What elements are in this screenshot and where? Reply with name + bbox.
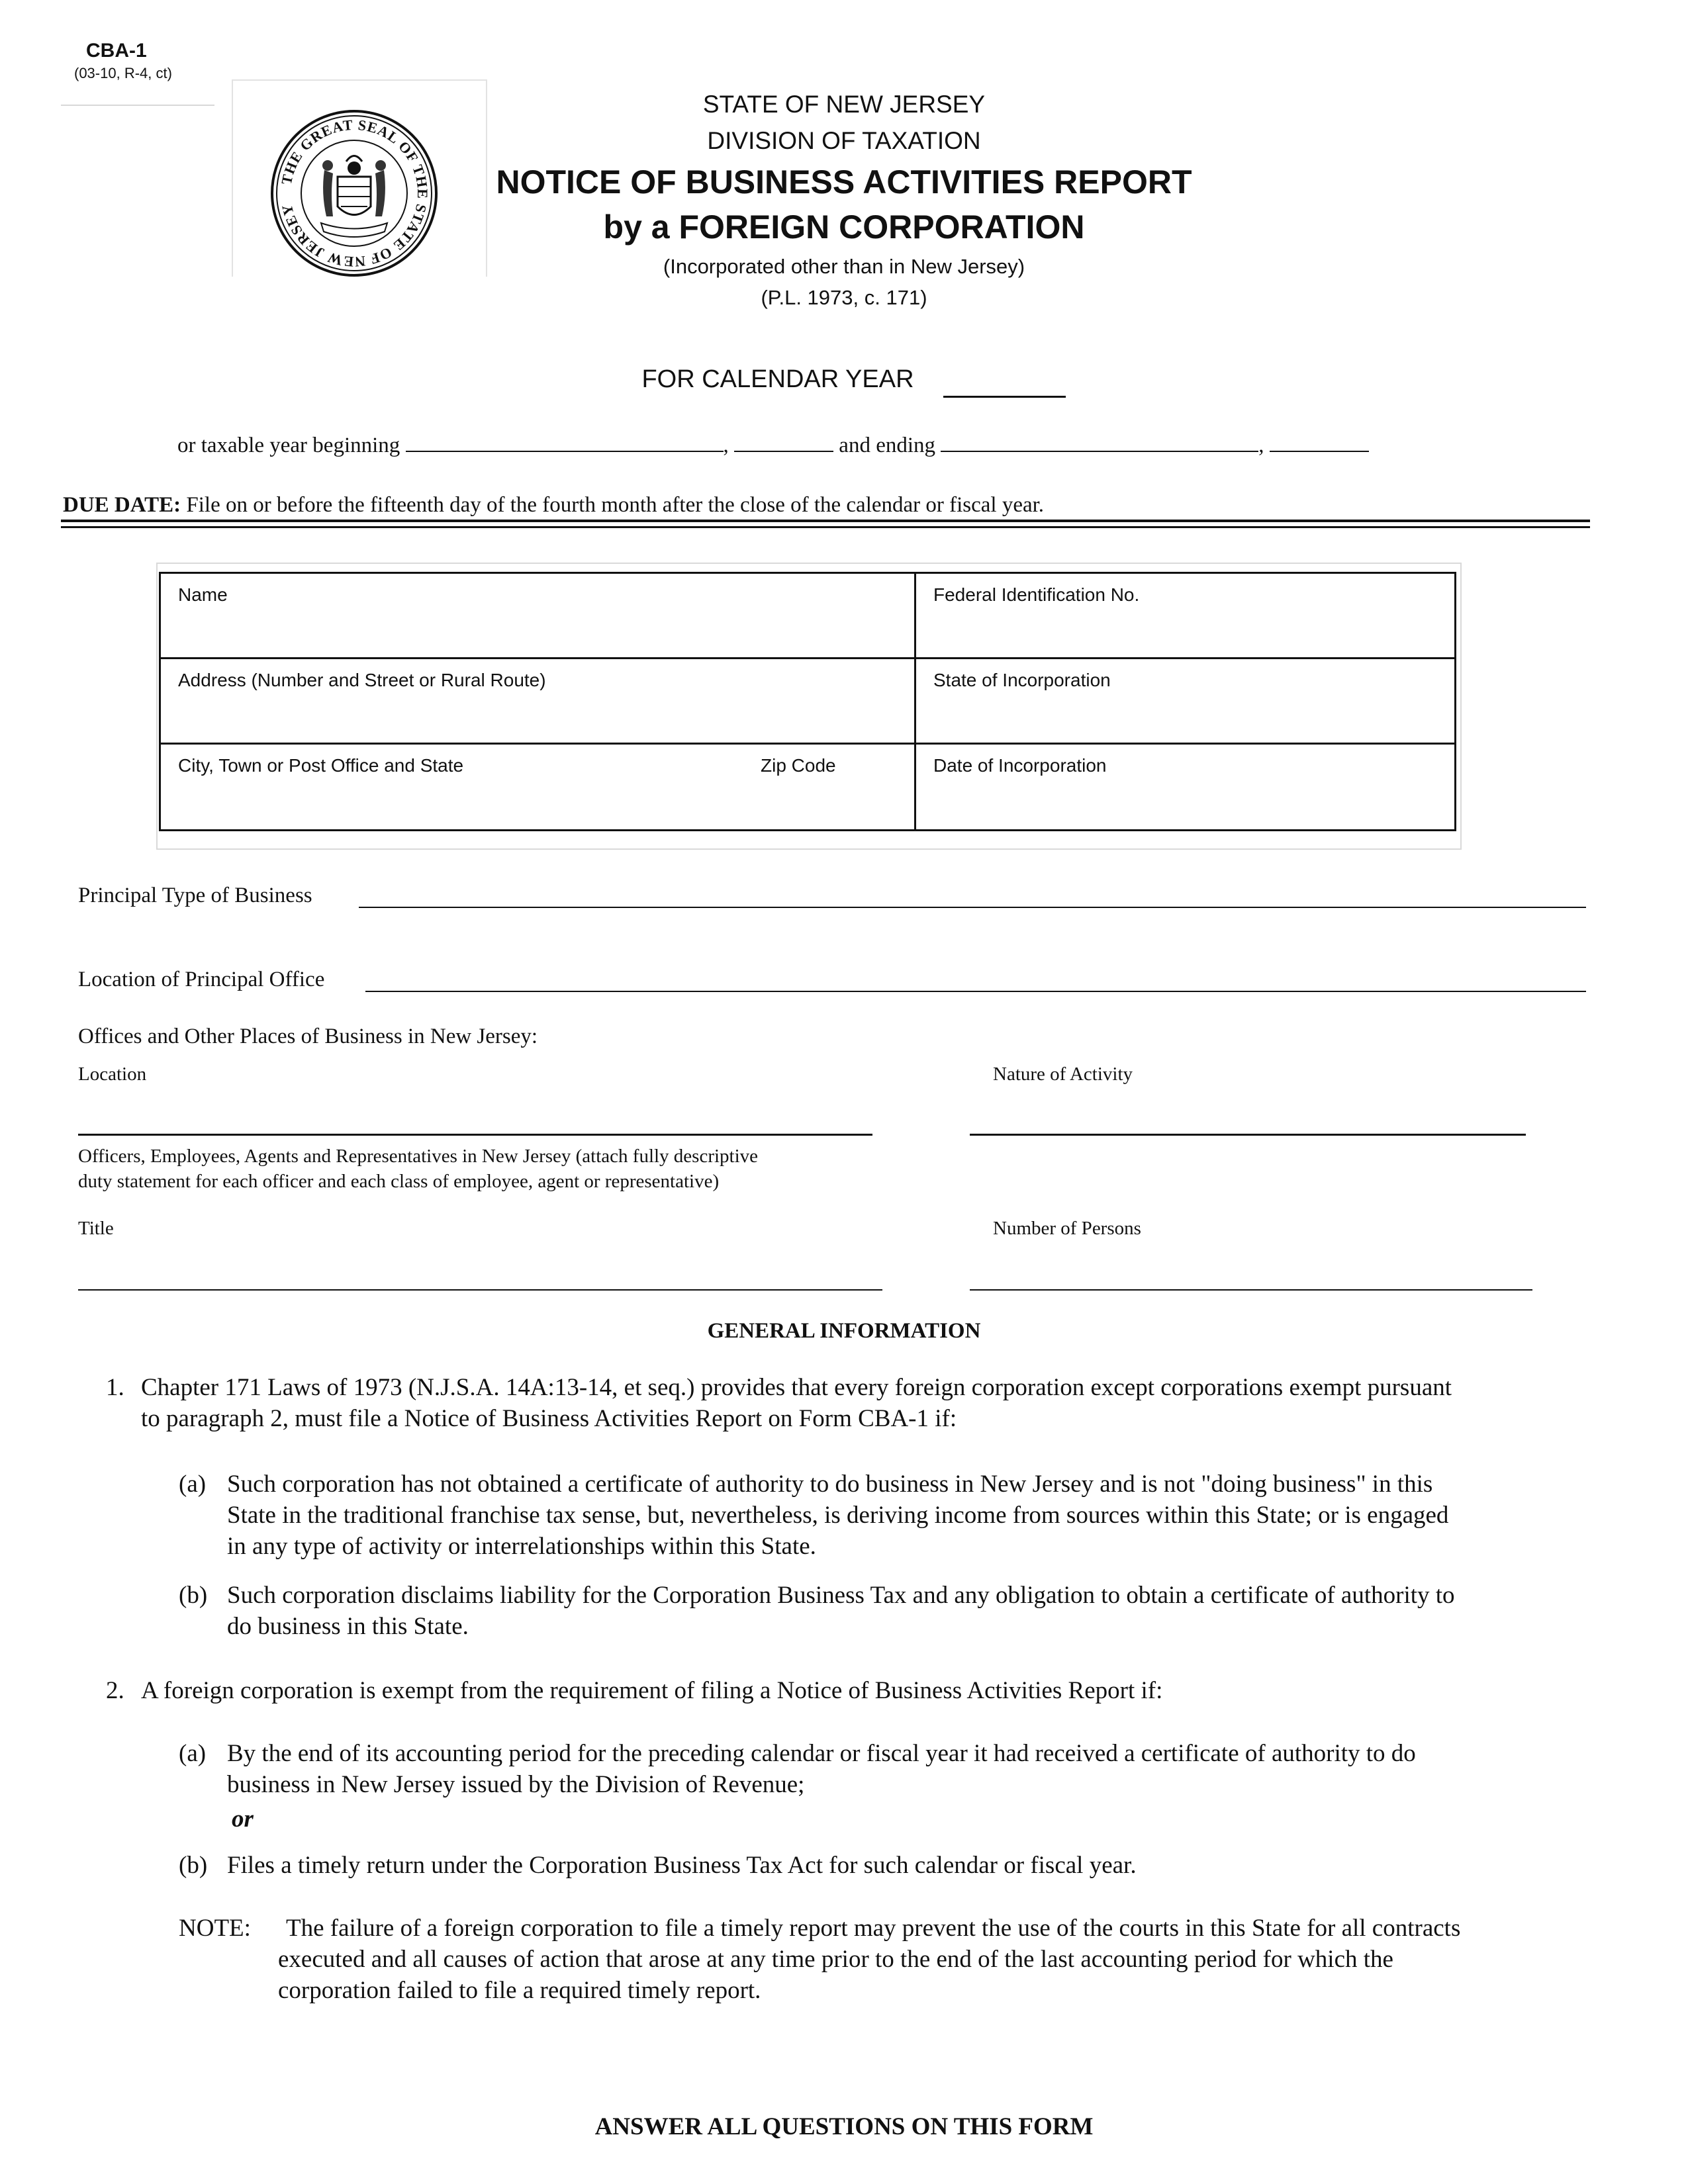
item-1a-text (227, 1469, 1650, 1562)
law-citation: (P.L. 1973, c. 171) (761, 286, 927, 309)
item-2a-label: (a) (179, 1740, 207, 1767)
principal-office-label: Location of Principal Office (78, 968, 325, 991)
item-1b-label: (b) (179, 1582, 208, 1609)
id-table (159, 572, 1456, 831)
item-2a-text (227, 1738, 1650, 1800)
due-date-rule-bottom (61, 526, 1590, 528)
address-label: Address (Number and Street or Rural Route) (178, 670, 546, 690)
item-1a-line: State in the traditional franchise tax sense, but, nevertheless, is deriving income from sources within this State; or is engaged (227, 1502, 1449, 1529)
due-date-label: DUE DATE: (63, 493, 181, 517)
due-date-text: File on or before the fifteenth day of the fourth month after the close of the calendar or fiscal year. (186, 493, 1045, 517)
item-2-text: A foreign corporation is exempt from the requirement of filing a Notice of Business Activities Report if: (141, 1677, 1163, 1704)
officers-description-line2: duty statement for each officer and each class of employee, agent or representative) (78, 1171, 720, 1192)
zip-field[interactable] (743, 745, 914, 829)
location-label: Location (78, 1064, 147, 1085)
item-1b-text (227, 1580, 1650, 1642)
item-1b-line: do business in this State. (227, 1613, 469, 1640)
note-text (278, 1913, 1656, 2006)
item-2-number: 2. (106, 1677, 124, 1704)
zip-label: Zip Code (761, 755, 836, 776)
address-field[interactable] (161, 659, 914, 743)
city-field[interactable] (161, 745, 743, 829)
taxable-beginning-date-field[interactable] (406, 433, 724, 452)
calendar-year-text: FOR CALENDAR YEAR (641, 365, 914, 393)
note-label: NOTE: (179, 1915, 251, 1942)
offices-heading: Offices and Other Places of Business in New Jersey: (78, 1024, 538, 1048)
title-field[interactable] (78, 1289, 882, 1291)
calendar-year-label (0, 365, 1688, 394)
taxable-beginning-year-field[interactable] (734, 433, 833, 452)
item-1-text (141, 1372, 1637, 1434)
division-name: DIVISION OF TAXATION (707, 127, 981, 154)
calendar-year-field[interactable] (943, 396, 1066, 398)
name-field[interactable] (161, 574, 914, 657)
due-date-row (63, 493, 1044, 518)
state-name: STATE OF NEW JERSEY (702, 91, 986, 118)
nature-field[interactable] (970, 1134, 1526, 1136)
date-of-incorporation-field[interactable] (916, 745, 1454, 829)
item-1-line: Chapter 171 Laws of 1973 (N.J.S.A. 14A:13-14, et seq.) provides that every foreign corporation except corporations exempt pursuant (141, 1374, 1452, 1401)
item-1-number: 1. (106, 1374, 124, 1401)
general-information-heading: GENERAL INFORMATION (707, 1319, 981, 1343)
number-of-persons-label: Number of Persons (993, 1218, 1141, 1239)
form-revision: (03-10, R-4, ct) (74, 65, 172, 81)
note-line: executed and all causes of action that arose at any time prior to the end of the last accounting period for which the (278, 1946, 1393, 1973)
note-line: The failure of a foreign corporation to file a timely report may prevent the use of the courts in this State for all contracts (286, 1915, 1461, 1942)
taxable-ending-label: and ending (839, 433, 936, 457)
item-1a-label: (a) (179, 1471, 207, 1498)
taxable-ending-date-field[interactable] (941, 433, 1258, 452)
item-2b-label: (b) (179, 1852, 208, 1879)
nature-label: Nature of Activity (993, 1064, 1133, 1085)
date-of-incorporation-label: Date of Incorporation (933, 755, 1107, 776)
location-field[interactable] (78, 1134, 872, 1136)
item-2a-line: By the end of its accounting period for the preceding calendar or fiscal year it had received a certificate of authority to do (227, 1740, 1416, 1767)
principal-type-field[interactable] (359, 907, 1586, 908)
number-of-persons-field[interactable] (970, 1289, 1532, 1291)
due-date-rule-top (61, 520, 1590, 522)
form-subtitle: (Incorporated other than in New Jersey) (663, 255, 1025, 278)
answer-all-questions: ANSWER ALL QUESTIONS ON THIS FORM (594, 2113, 1094, 2140)
or-conjunction: or (232, 1805, 254, 1833)
taxable-year-row: or taxable year beginning , and ending , (177, 433, 1369, 458)
officers-description (78, 1144, 758, 1194)
note-line: corporation failed to file a required timely report. (278, 1977, 761, 2004)
principal-type-label: Principal Type of Business (78, 884, 312, 907)
item-1-line: to paragraph 2, must file a Notice of Business Activities Report on Form CBA-1 if: (141, 1405, 957, 1432)
federal-id-field[interactable] (916, 574, 1454, 657)
item-2a-line: business in New Jersey issued by the Division of Revenue; (227, 1771, 805, 1798)
name-label: Name (178, 584, 228, 605)
city-label: City, Town or Post Office and State (178, 755, 464, 776)
item-2b-text: Files a timely return under the Corporation Business Tax Act for such calendar or fiscal year. (227, 1852, 1137, 1879)
state-of-incorporation-label: State of Incorporation (933, 670, 1111, 690)
title-label: Title (78, 1218, 114, 1239)
taxable-beginning-label: or taxable year beginning (177, 433, 400, 457)
item-1b-line: Such corporation disclaims liability for the Corporation Business Tax and any obligation to obtain a certificate of authority to (227, 1582, 1455, 1609)
seal-lettering: THE GREAT SEAL OF THE STATE OF NEW JERSEY (277, 116, 432, 271)
taxable-ending-year-field[interactable] (1270, 433, 1369, 452)
federal-id-label: Federal Identification No. (933, 584, 1140, 605)
item-1a-line: Such corporation has not obtained a certificate of authority to do business in New Jersey and is not "doing business" in this (227, 1471, 1433, 1498)
state-of-incorporation-field[interactable] (916, 659, 1454, 743)
item-1a-line: in any type of activity or interrelationships within this State. (227, 1533, 816, 1560)
form-title-line1: NOTICE OF BUSINESS ACTIVITIES REPORT (496, 163, 1192, 201)
principal-office-field[interactable] (365, 991, 1586, 992)
form-id: CBA-1 (86, 40, 147, 62)
form-title-line2: by a FOREIGN CORPORATION (603, 208, 1085, 246)
officers-description-line1: Officers, Employees, Agents and Representatives in New Jersey (attach fully descriptive (78, 1146, 759, 1167)
